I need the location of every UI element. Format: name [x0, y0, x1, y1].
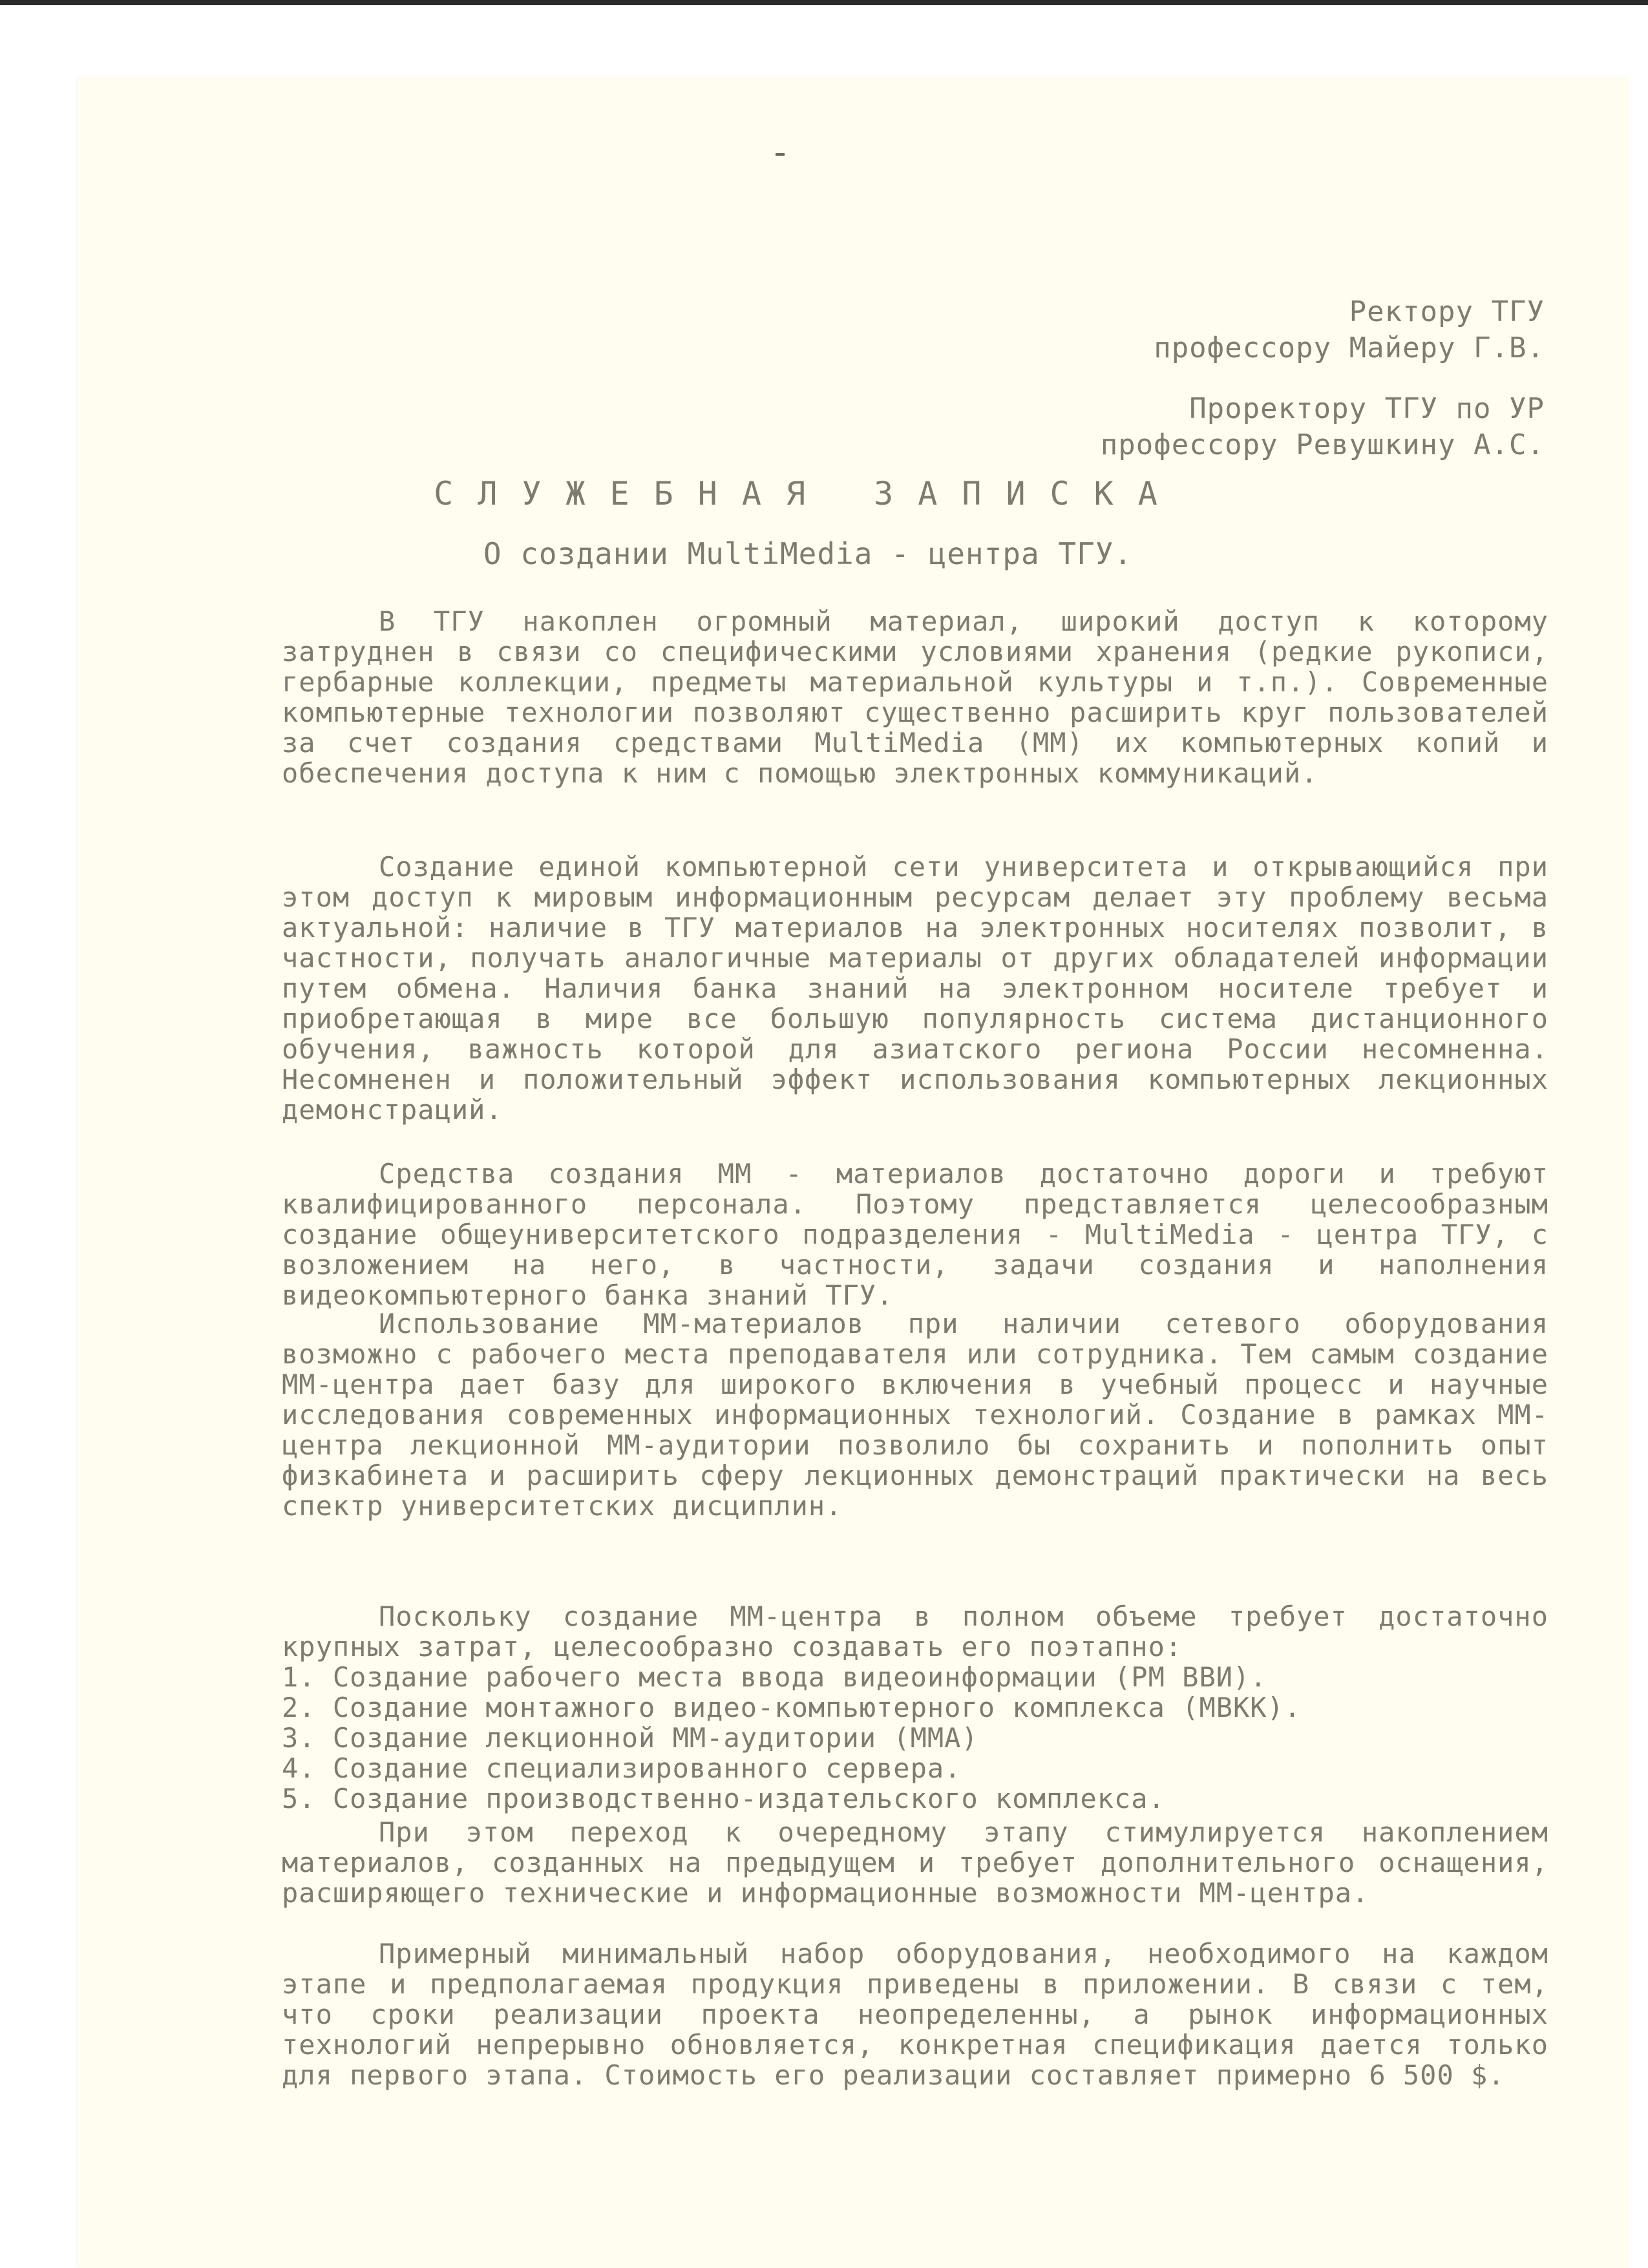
list-item: 1. Создание рабочего места ввода видеоинформации (РМ ВВИ).: [282, 1661, 1267, 1693]
scanner-edge: [0, 0, 1648, 5]
stages-list: [282, 1662, 1548, 1814]
paragraph-5: Поскольку создание ММ-центра в полном объеме требует достаточно крупных затрат, целесообразно создавать его поэтапно:: [282, 1601, 1548, 1663]
paragraph-3: Средства создания ММ - материалов достаточно дороги и требуют квалифицированного персонала. Поэтому представляется целесообразным создание общеуниверситетского подразделения - MultiMedia - центра ТГУ, с возложением на него, в частности, задачи создания и наполнения видеокомпьютерного банка знаний ТГУ.: [282, 1158, 1548, 1311]
addressee-prorector-line2: профессору Ревушкину А.С.: [1100, 428, 1545, 461]
paragraph-2: Создание единой компьютерной сети университета и открывающийся при этом доступ к мировым информационным ресурсам делает эту проблему весьма актуальной: наличие в ТГУ материалов на электронных носителях позволит, в частности, получать аналогичные материалы от других обладателей информации путем обмена. Наличия банка знаний на электронном носителе требует и приобретающая в мире все большую популярность система дистанционного обучения, важность которой для азиатского региона России несомненна. Несомненен и положительный эффект использования компьютерных лекционных демонстраций.: [282, 851, 1548, 1126]
addressee-rector: [840, 294, 1545, 366]
stray-mark: [776, 153, 785, 156]
document-subtitle: О создании MultiMedia - центра ТГУ.: [483, 536, 1133, 571]
paragraph-6: При этом переход к очередному этапу стимулируется накоплением материалов, созданных на предыдущем и требует дополнительного оснащения, расширяющего технические и информационные возможности ММ-центра.: [282, 1816, 1548, 1909]
addressee-prorector: [840, 391, 1545, 463]
list-item: 4. Создание специализированного сервера.: [282, 1752, 962, 1784]
list-item: 2. Создание монтажного видео-компьютерного комплекса (МВКК).: [282, 1692, 1302, 1723]
document-title: СЛУЖЕБНАЯ ЗАПИСКА: [434, 475, 1182, 512]
paragraph-1: В ТГУ накоплен огромный материал, широкий доступ к которому затруднен в связи со специфическими условиями хранения (редкие рукописи, гербарные коллекции, предметы материальной культуры и т.п.). Современные компьютерные технологии позволяют существенно расширить круг пользователей за счет создания средствами MultiMedia (ММ) их компьютерных копий и обеспечения доступа к ним с помощью электронных коммуникаций.: [282, 605, 1548, 789]
list-item: 5. Создание производственно-издательского комплекса.: [282, 1783, 1165, 1814]
addressee-rector-line2: профессору Майеру Г.В.: [1154, 331, 1545, 364]
addressee-rector-line1: Ректору ТГУ: [1349, 295, 1545, 328]
addressee-prorector-line1: Проректору ТГУ по УР: [1189, 392, 1545, 425]
paragraph-7: Примерный минимальный набор оборудования, необходимого на каждом этапе и предполагаемая продукция приведены в приложении. В связи с тем, что сроки реализации проекта неопределенны, а рынок информационных технологий непрерывно обновляется, конкретная спецификация дается только для первого этапа. Стоимость его реализации составляет примерно 6 500 $.: [282, 1938, 1548, 2091]
list-item: 3. Создание лекционной ММ-аудитории (ММА): [282, 1722, 978, 1754]
paragraph-4: Использование ММ-материалов при наличии сетевого оборудования возможно с рабочего места преподавателя или сотрудника. Тем самым создание ММ-центра дает базу для широкого включения в учебный процесс и научные исследования современных информационных технологий. Создание в рамках ММ-центра лекционной ММ-аудитории позволило бы сохранить и пополнить опыт физкабинета и расширить сферу лекционных демонстраций практически на весь спектр университетских дисциплин.: [282, 1308, 1548, 1522]
